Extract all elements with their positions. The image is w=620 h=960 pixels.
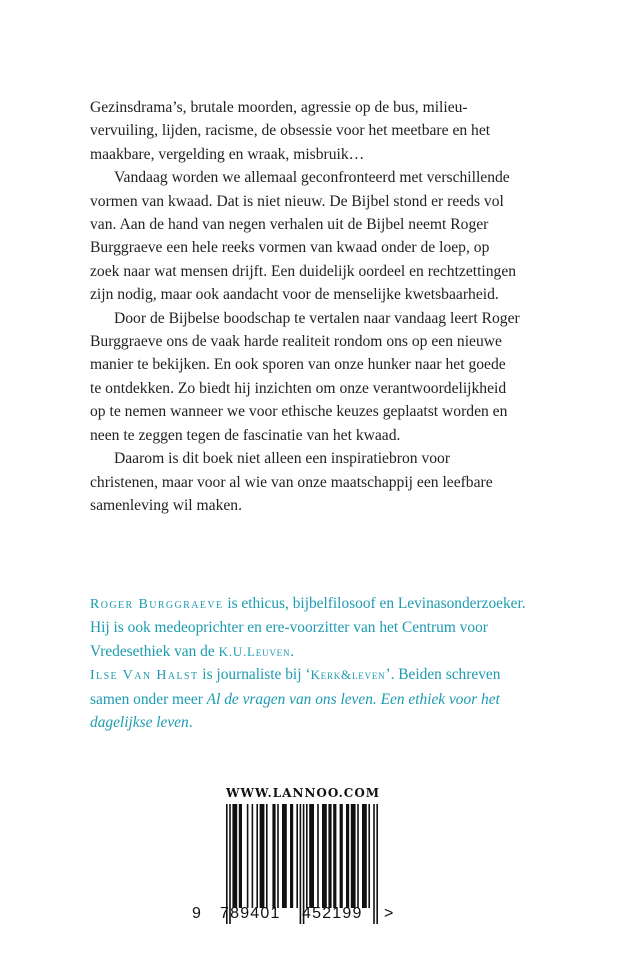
author-name-burggraeve: Roger Burggraeve bbox=[90, 597, 224, 612]
barcode-bar bbox=[260, 804, 265, 908]
barcode-bar bbox=[232, 804, 237, 908]
barcode-bar bbox=[317, 804, 319, 908]
barcode-bar bbox=[296, 804, 298, 908]
author-bio-burggraeve: Roger Burggraeve is ethicus, bijbelfilosoof en Levinasonderzoeker. Hij is ook medeoprichter en ere-voorzitter van het Centrum voor Vredesethiek van de K.U.Leuven. bbox=[90, 595, 526, 660]
barcode-bar bbox=[272, 804, 275, 908]
isbn-group-1: 789401 bbox=[220, 905, 281, 922]
blurb-paragraph-2: Vandaag worden we allemaal geconfronteerd met verschillende vormen van kwaad. Dat is niet nieuw. De Bijbel stond er reeds vol van. Aan de hand van negen verhalen uit de Bijbel neemt Roger Burggraeve een hele reeks vormen van kwaad onder de loep, op zoek naar wat mensen drijft. Een duidelijk oordeel en rechtzettingen zijn nodig, maar ook aandacht voor de menselijke kwetsbaarheid. bbox=[90, 169, 517, 304]
blurb-paragraph-4: Daarom is dit boek niet alleen een inspiratiebron voor christenen, maar voor al wie van onze maatschappij een leefbare samenleving wil maken. bbox=[90, 450, 493, 514]
barcode-bar bbox=[256, 804, 258, 908]
barcode-bar bbox=[346, 804, 349, 908]
barcode-bar bbox=[368, 804, 370, 908]
isbn-arrow: > bbox=[384, 905, 394, 922]
author-bio-van-halst: Ilse Van Halst is journaliste bij ‘Kerk&leven’. Beiden schreven samen onder meer Al de vragen van ons leven. Een ethiek voor het dagelijkse leven. bbox=[90, 666, 501, 732]
magazine-name: Kerk&leven bbox=[310, 667, 386, 683]
barcode-bar bbox=[357, 804, 359, 908]
publisher-website: WWW.LANNOO.COM bbox=[226, 786, 381, 800]
barcode-bar bbox=[322, 804, 327, 908]
isbn-group-2: 452199 bbox=[302, 905, 363, 922]
barcode-bar bbox=[306, 804, 308, 908]
isbn-number bbox=[192, 905, 402, 927]
barcode-bar bbox=[290, 804, 293, 908]
barcode-bar bbox=[351, 804, 356, 908]
blurb-paragraph-3: Door de Bijbelse boodschap te vertalen naar vandaag leert Roger Burggraeve ons de vaak harde realiteit rondom ons op een nieuwe manier te bekijken. En ook sporen van onze hunker naar het goede te ontdekken. Zo biedt hij inzichten om onze verantwoordelijkheid op te nemen wanneer we voor ethische keuzes geplaatst worden en neen te zeggen tegen de fascinatie van het kwaad. bbox=[90, 309, 520, 444]
book-title: Al de vragen van ons leven. Een ethiek voor het dagelijkse leven bbox=[90, 690, 500, 732]
barcode-bar bbox=[239, 804, 242, 908]
barcode-bar bbox=[277, 804, 279, 908]
author-bios bbox=[90, 592, 530, 734]
barcode-bar bbox=[252, 804, 254, 908]
barcode-bar bbox=[328, 804, 331, 908]
barcode-bar bbox=[247, 804, 249, 908]
back-cover-blurb bbox=[90, 96, 520, 517]
barcode-bar bbox=[282, 804, 287, 908]
barcode-bar bbox=[266, 804, 268, 908]
author-name-van-halst: Ilse Van Halst bbox=[90, 668, 199, 684]
blurb-paragraph-1: Gezinsdrama’s, brutale moorden, agressie op de bus, milieuvervuiling, lijden, racisme, de obsessie voor het meetbare en het maakbare, vergelding en wraak, misbruik… bbox=[90, 99, 491, 163]
university-name: K.U.Leuven bbox=[218, 643, 291, 659]
barcode-bar bbox=[362, 804, 367, 908]
barcode-bar bbox=[309, 804, 314, 908]
barcode-bar bbox=[333, 804, 336, 908]
isbn-lead-digit: 9 bbox=[192, 905, 201, 922]
barcode-bar bbox=[340, 804, 343, 908]
